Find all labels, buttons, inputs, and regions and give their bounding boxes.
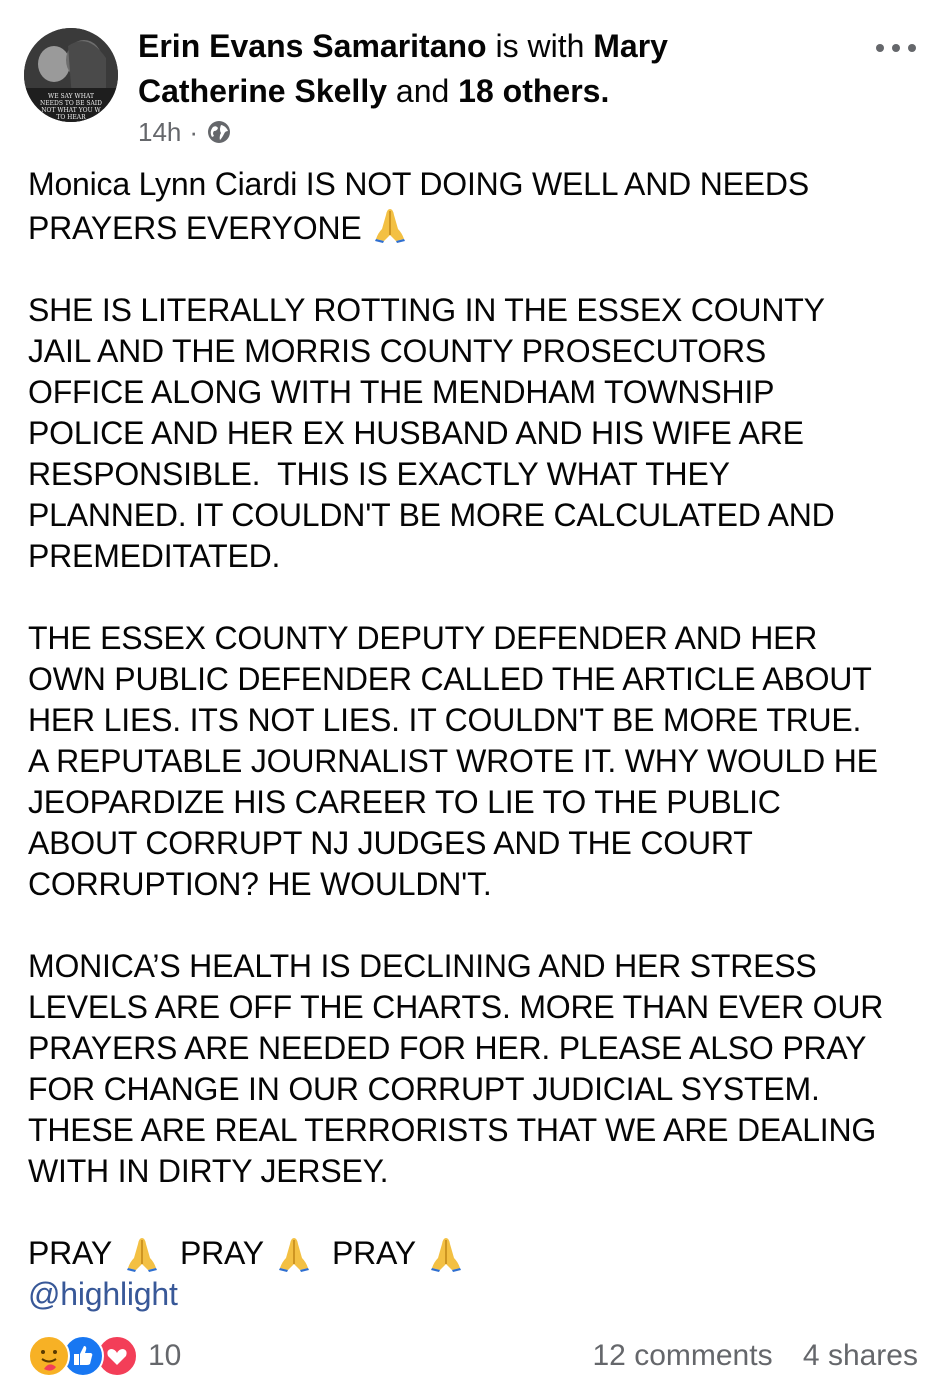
more-dot (908, 44, 916, 52)
body-line: POLICE AND HER EX HUSBAND AND HIS WIFE ARE (28, 415, 804, 451)
highlight-mention-link[interactable]: @highlight (28, 1276, 178, 1312)
body-line: PRAYERS ARE NEEDED FOR HER. PLEASE ALSO PRAY (28, 1030, 867, 1066)
and-text: and (395, 73, 450, 109)
body-line (28, 205, 928, 249)
body-line: WITH IN DIRTY JERSEY. (28, 1153, 389, 1189)
body-line: OFFICE ALONG WITH THE MENDHAM TOWNSHIP (28, 374, 775, 410)
post-time[interactable]: 14h (138, 116, 182, 147)
tagged-others[interactable]: 18 others. (458, 73, 610, 109)
body-line: ABOUT CORRUPT NJ JUDGES AND THE COURT (28, 825, 753, 861)
body-line: Monica Lynn Ciardi IS NOT DOING WELL AND NEEDS (28, 166, 809, 202)
body-line: CORRUPTION? HE WOULDN'T. (28, 866, 492, 902)
author-name[interactable]: Erin Evans Samaritano (138, 28, 487, 64)
body-line: THESE ARE REAL TERRORISTS THAT WE ARE DEALING (28, 1112, 877, 1148)
body-line-text: PRAYERS EVERYONE (28, 210, 362, 246)
body-line: A REPUTABLE JOURNALIST WROTE IT. WHY WOULD HE (28, 743, 878, 779)
avatar-caption-line: TO HEAR (56, 114, 86, 121)
body-line: PLANNED. IT COULDN'T BE MORE CALCULATED AND (28, 497, 835, 533)
body-line: OWN PUBLIC DEFENDER CALLED THE ARTICLE ABOUT (28, 661, 872, 697)
meta-separator: · (189, 116, 199, 147)
body-line: HER LIES. ITS NOT LIES. IT COULDN'T BE MORE TRUE. (28, 702, 862, 738)
more-options-icon[interactable] (876, 38, 916, 58)
pray-word: PRAY (331, 1235, 416, 1271)
body-line: MONICA’S HEALTH IS DECLINING AND HER STRESS (28, 948, 817, 984)
post-footer (28, 1334, 918, 1378)
avatar-caption-line: NOT WHAT YOU W (41, 107, 101, 114)
post-stats (571, 1339, 919, 1373)
body-line: PREMEDITATED. (28, 538, 281, 574)
folded-hands-icon (426, 1234, 466, 1274)
reactions-summary[interactable] (28, 1335, 181, 1377)
post-header (138, 24, 778, 114)
more-dot (876, 44, 884, 52)
comments-count[interactable]: 12 comments (592, 1339, 773, 1372)
tagged-name[interactable]: Mary Catherine Skelly (138, 28, 668, 109)
author-avatar[interactable] (24, 28, 118, 122)
body-line: THE ESSEX COUNTY DEPUTY DEFENDER AND HER (28, 620, 818, 656)
care-icon (28, 1335, 70, 1377)
avatar-caption-line: NEEDS TO BE SAID (40, 100, 102, 107)
pray-word: PRAY (179, 1235, 264, 1271)
shares-count[interactable]: 4 shares (802, 1339, 918, 1372)
folded-hands-icon (122, 1234, 162, 1274)
reaction-count[interactable]: 10 (148, 1339, 182, 1372)
body-line: FOR CHANGE IN OUR CORRUPT JUDICIAL SYSTEM. (28, 1071, 820, 1107)
pray-line (28, 1233, 928, 1274)
pray-word: PRAY (28, 1235, 112, 1271)
body-line: RESPONSIBLE. THIS IS EXACTLY WHAT THEY (28, 456, 730, 492)
body-line: LEVELS ARE OFF THE CHARTS. MORE THAN EVER OUR (28, 989, 884, 1025)
folded-hands-icon (370, 205, 410, 245)
body-line: SHE IS LITERALLY ROTTING IN THE ESSEX COUNTY (28, 292, 825, 328)
body-line: JEOPARDIZE HIS CAREER TO LIE TO THE PUBLIC (28, 784, 781, 820)
with-text: is with (495, 28, 585, 64)
post-meta (138, 114, 232, 150)
folded-hands-icon (274, 1234, 314, 1274)
more-dot (892, 44, 900, 52)
avatar-caption-line: WE SAY WHAT (48, 93, 94, 100)
post-body (28, 164, 928, 1315)
globe-icon (206, 119, 232, 145)
body-line: JAIL AND THE MORRIS COUNTY PROSECUTORS (28, 333, 767, 369)
